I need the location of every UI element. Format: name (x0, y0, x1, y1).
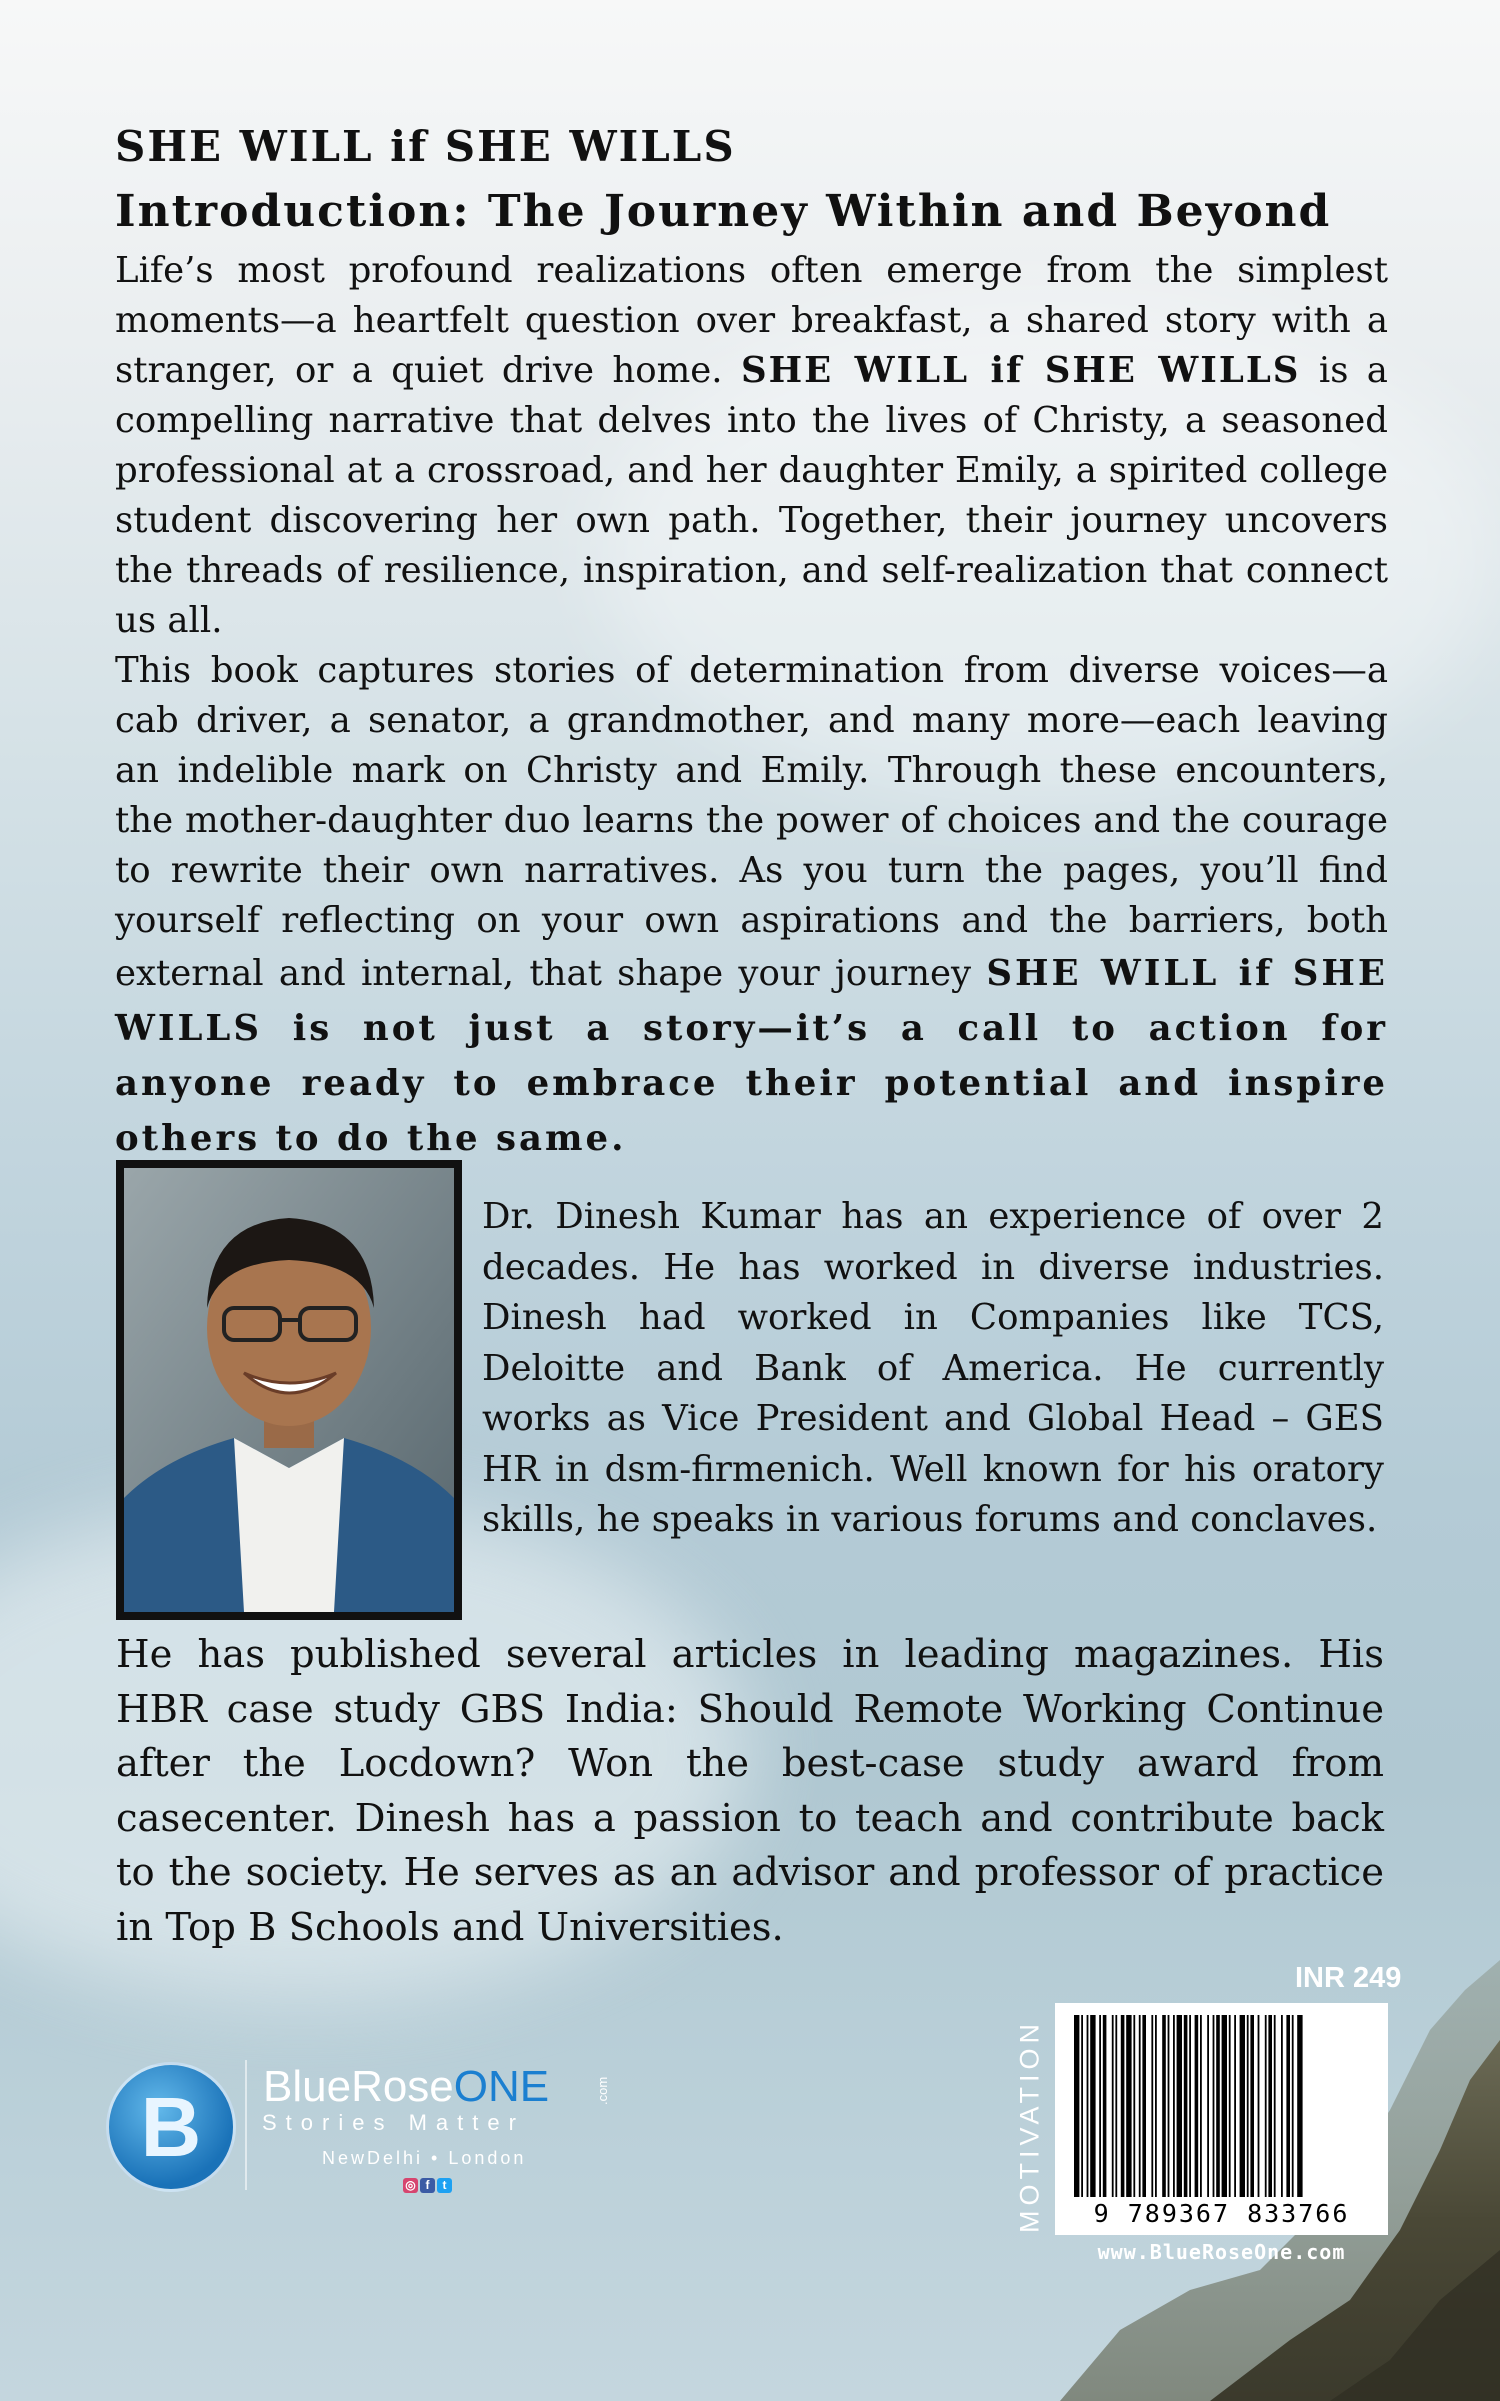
barcode-bar (1074, 2015, 1079, 2197)
author-bio-part-1: Dr. Dinesh Kumar has an experience of over 2 decades. He has worked in diverse industries. Dinesh had worked in Companies like TCS, Deloitte and Bank of America. He currently works as Vice President and Global Head – GES HR in dsm-firmenich. Well known for his oratory skills, he speaks in various forums and conclaves. (482, 1196, 1384, 1540)
twitter-icon: t (437, 2178, 452, 2193)
barcode-bar (1297, 2015, 1302, 2197)
publisher-name-one: ONE (453, 2062, 550, 2111)
barcode-bar (1126, 2015, 1131, 2197)
barcode-bar (1213, 2015, 1215, 2197)
barcode-bar (1274, 2015, 1276, 2197)
isbn-number: 9 789367 833766 (1093, 2199, 1350, 2228)
barcode-bar (1200, 2015, 1202, 2197)
isbn-barcode (1055, 2003, 1388, 2235)
barcode-bar (1240, 2015, 1245, 2197)
intro-paragraph-2 (115, 646, 1388, 1166)
author-bio-part-2: He has published several articles in leading magazines. His HBR case study GBS India: Should Remote Working Continue after the Locdown? Won the best-case study award from casecenter. Dinesh has a passion to teach and contribute back to the society. He serves as an advisor and professor of practice in Top B Schools and Universities. (116, 1632, 1384, 1950)
barcode-bar (1155, 2015, 1157, 2197)
intro-p1-start: Life’s most profound realizations often emerge from the simplest moments—a heartfelt question over breakfast, a shared story with a stranger, or a quiet drive home. (115, 250, 1388, 391)
category-text: MOTIVATION (1014, 2019, 1045, 2233)
barcode-bar (1121, 2015, 1125, 2197)
barcode-bar (1081, 2015, 1083, 2197)
publisher-logo-letter: B (140, 2080, 202, 2174)
barcode-bar (1281, 2015, 1283, 2197)
intro-paragraph-1 (115, 246, 1388, 646)
barcode-bar (1133, 2015, 1135, 2197)
price-label: INR 249 (1295, 1962, 1402, 1994)
barcode-bar (1168, 2015, 1170, 2197)
barcode-bar (1142, 2015, 1146, 2197)
barcode-bar (1151, 2015, 1153, 2197)
barcode-bar (1250, 2015, 1254, 2197)
barcode-bar (1103, 2015, 1107, 2197)
publisher-locations: NewDelhi • London (322, 2148, 527, 2168)
publisher-name (263, 2062, 549, 2112)
barcode-bar (1229, 2015, 1231, 2197)
barcode-bar (1115, 2015, 1117, 2197)
barcode-bar (1099, 2015, 1101, 2197)
barcode-bar (1292, 2015, 1294, 2197)
barcode-bar (1195, 2015, 1199, 2197)
barcode-bar (1173, 2015, 1175, 2197)
category-label (1006, 2019, 1054, 2233)
publisher-name-main: BlueRose (263, 2062, 454, 2111)
barcode-bar (1184, 2015, 1188, 2197)
barcode-bar (1112, 2015, 1114, 2197)
publisher-tagline: Stories Matter (262, 2110, 525, 2135)
barcode-bar (1234, 2015, 1236, 2197)
introduction-text (115, 246, 1388, 1166)
barcode-bar (1139, 2015, 1141, 2197)
barcode-bar (1286, 2015, 1290, 2197)
publisher-com: .com (595, 2076, 610, 2105)
barcode-bar (1162, 2015, 1166, 2197)
introduction-heading: Introduction: The Journey Within and Beyond (115, 186, 1332, 237)
logo-divider (245, 2060, 247, 2190)
barcode-bar (1222, 2015, 1227, 2197)
barcode-bars (1070, 2015, 1373, 2197)
barcode-bar (1207, 2015, 1209, 2197)
intro-p1-title: SHE WILL if SHE WILLS (740, 350, 1301, 391)
barcode-bar (1177, 2015, 1182, 2197)
publisher-website: www.BlueRoseOne.com (1097, 2240, 1346, 2264)
author-portrait-illustration (124, 1168, 454, 1612)
barcode-bar (1189, 2015, 1191, 2197)
barcode-bar (1247, 2015, 1249, 2197)
barcode-bar (1216, 2015, 1220, 2197)
barcode-bar (1268, 2015, 1272, 2197)
author-photo (116, 1160, 462, 1620)
barcode-bar (1265, 2015, 1267, 2197)
intro-p1-end: is a compelling narrative that delves into the lives of Christy, a seasoned professional at a crossroad, and her daughter Emily, a spirited college student discovering her own path. Together, their journey uncovers the threads of resilience, inspiration, and self-realization that connect us all. (115, 350, 1388, 641)
social-icons (403, 2174, 454, 2193)
barcode-bar (1258, 2015, 1260, 2197)
publisher-logo (106, 2062, 236, 2192)
facebook-icon: f (420, 2178, 435, 2193)
barcode-bar (1090, 2015, 1095, 2197)
intro-call-to-action: SHE WILL if SHE WILLS is not just a story—it’s a call to action for anyone ready to embrace their potential and inspire others to do the same. (115, 953, 1388, 1159)
instagram-icon: ◎ (403, 2178, 418, 2193)
barcode-bar (1087, 2015, 1089, 2197)
book-title: SHE WILL if SHE WILLS (115, 122, 736, 171)
intro-p2-start: This book captures stories of determination from diverse voices—a cab driver, a senator, a grandmother, and many more—each leaving an indelible mark on Christy and Emily. Through these encounters, the mother-daughter duo learns the power of choices and the courage to rewrite their own narratives. As you turn the pages, you’ll find yourself reflecting on your own aspirations and the barriers, both external and internal, that shape your journey (115, 650, 1388, 994)
